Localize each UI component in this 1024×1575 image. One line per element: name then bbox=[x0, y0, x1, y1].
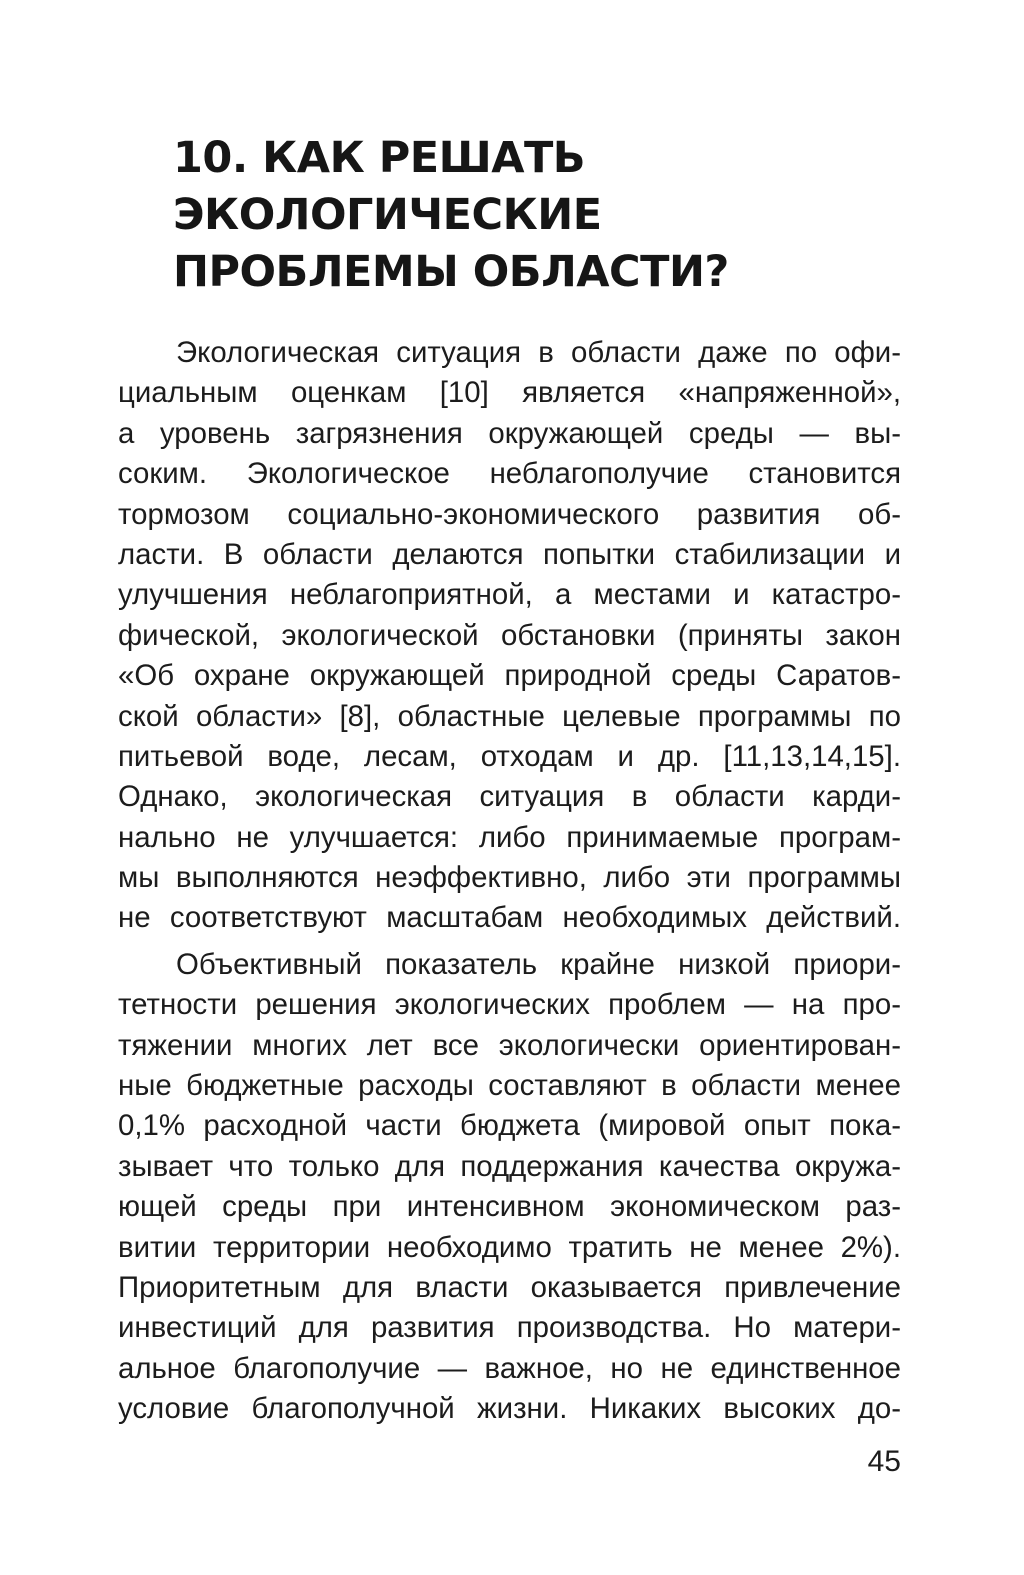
text-line: тормозом социально-экономического развития об- bbox=[118, 497, 901, 531]
page-number: 45 bbox=[867, 1445, 901, 1478]
text-line: зывает что только для поддержания качества окружа- bbox=[118, 1149, 901, 1183]
text-line: ющей среды при интенсивном экономическом раз- bbox=[118, 1190, 901, 1224]
text-line: циальным оценкам [10] является «напряженной», bbox=[118, 376, 901, 410]
chapter-title-line: 10. КАК РЕШАТЬ bbox=[173, 133, 586, 183]
text-line: фической, экологической обстановки (приняты закон bbox=[118, 618, 901, 652]
chapter-title-line: ЭКОЛОГИЧЕСКИЕ bbox=[173, 190, 602, 240]
text-line: условие благополучной жизни. Никаких высоких до- bbox=[118, 1392, 901, 1426]
text-line: не соответствуют масштабам необходимых действий. bbox=[118, 901, 901, 935]
text-line: соким. Экологическое неблагополучие становится bbox=[118, 457, 901, 491]
chapter-title-line: ПРОБЛЕМЫ ОБЛАСТИ? bbox=[173, 247, 729, 297]
text-line: инвестиций для развития производства. Но матери- bbox=[118, 1311, 901, 1345]
text-line: Приоритетным для власти оказывается привлечение bbox=[118, 1270, 901, 1304]
text-line: Экологическая ситуация в области даже по офи- bbox=[176, 336, 901, 369]
text-line: витии территории необходимо тратить не менее 2%). bbox=[118, 1230, 901, 1264]
text-line: 0,1% расходной части бюджета (мировой опыт пока- bbox=[118, 1109, 901, 1143]
text-line: ласти. В области делаются попытки стабилизации и bbox=[118, 537, 901, 571]
text-line: Однако, экологическая ситуация в области карди- bbox=[118, 780, 901, 814]
text-line: Объективный показатель крайне низкой приори- bbox=[176, 947, 901, 981]
text-line: альное благополучие — важное, но не единственное bbox=[118, 1351, 901, 1385]
text-line: тяжении многих лет все экологически ориентирован- bbox=[118, 1028, 901, 1062]
text-line: тетности решения экологических проблем — на про- bbox=[118, 988, 901, 1022]
text-line: мы выполняются неэффективно, либо эти программы bbox=[118, 861, 901, 895]
text-line: ные бюджетные расходы составляют в области менее bbox=[118, 1069, 901, 1103]
text-line: нально не улучшается: либо принимаемые програм- bbox=[118, 820, 901, 854]
text-line: питьевой воде, лесам, отходам и др. [11,13,14,15]. bbox=[118, 739, 901, 773]
text-line: улучшения неблагоприятной, а местами и катастро- bbox=[118, 578, 901, 612]
paragraph-2 bbox=[118, 945, 901, 1430]
text-line: ской области» [8], областные целевые программы по bbox=[118, 699, 901, 733]
paragraph-1 bbox=[118, 333, 901, 939]
text-line: а уровень загрязнения окружающей среды — вы- bbox=[118, 416, 901, 450]
text-line: «Об охране окружающей природной среды Саратов- bbox=[118, 659, 901, 693]
body-text bbox=[118, 333, 901, 1430]
chapter-title bbox=[173, 130, 913, 301]
